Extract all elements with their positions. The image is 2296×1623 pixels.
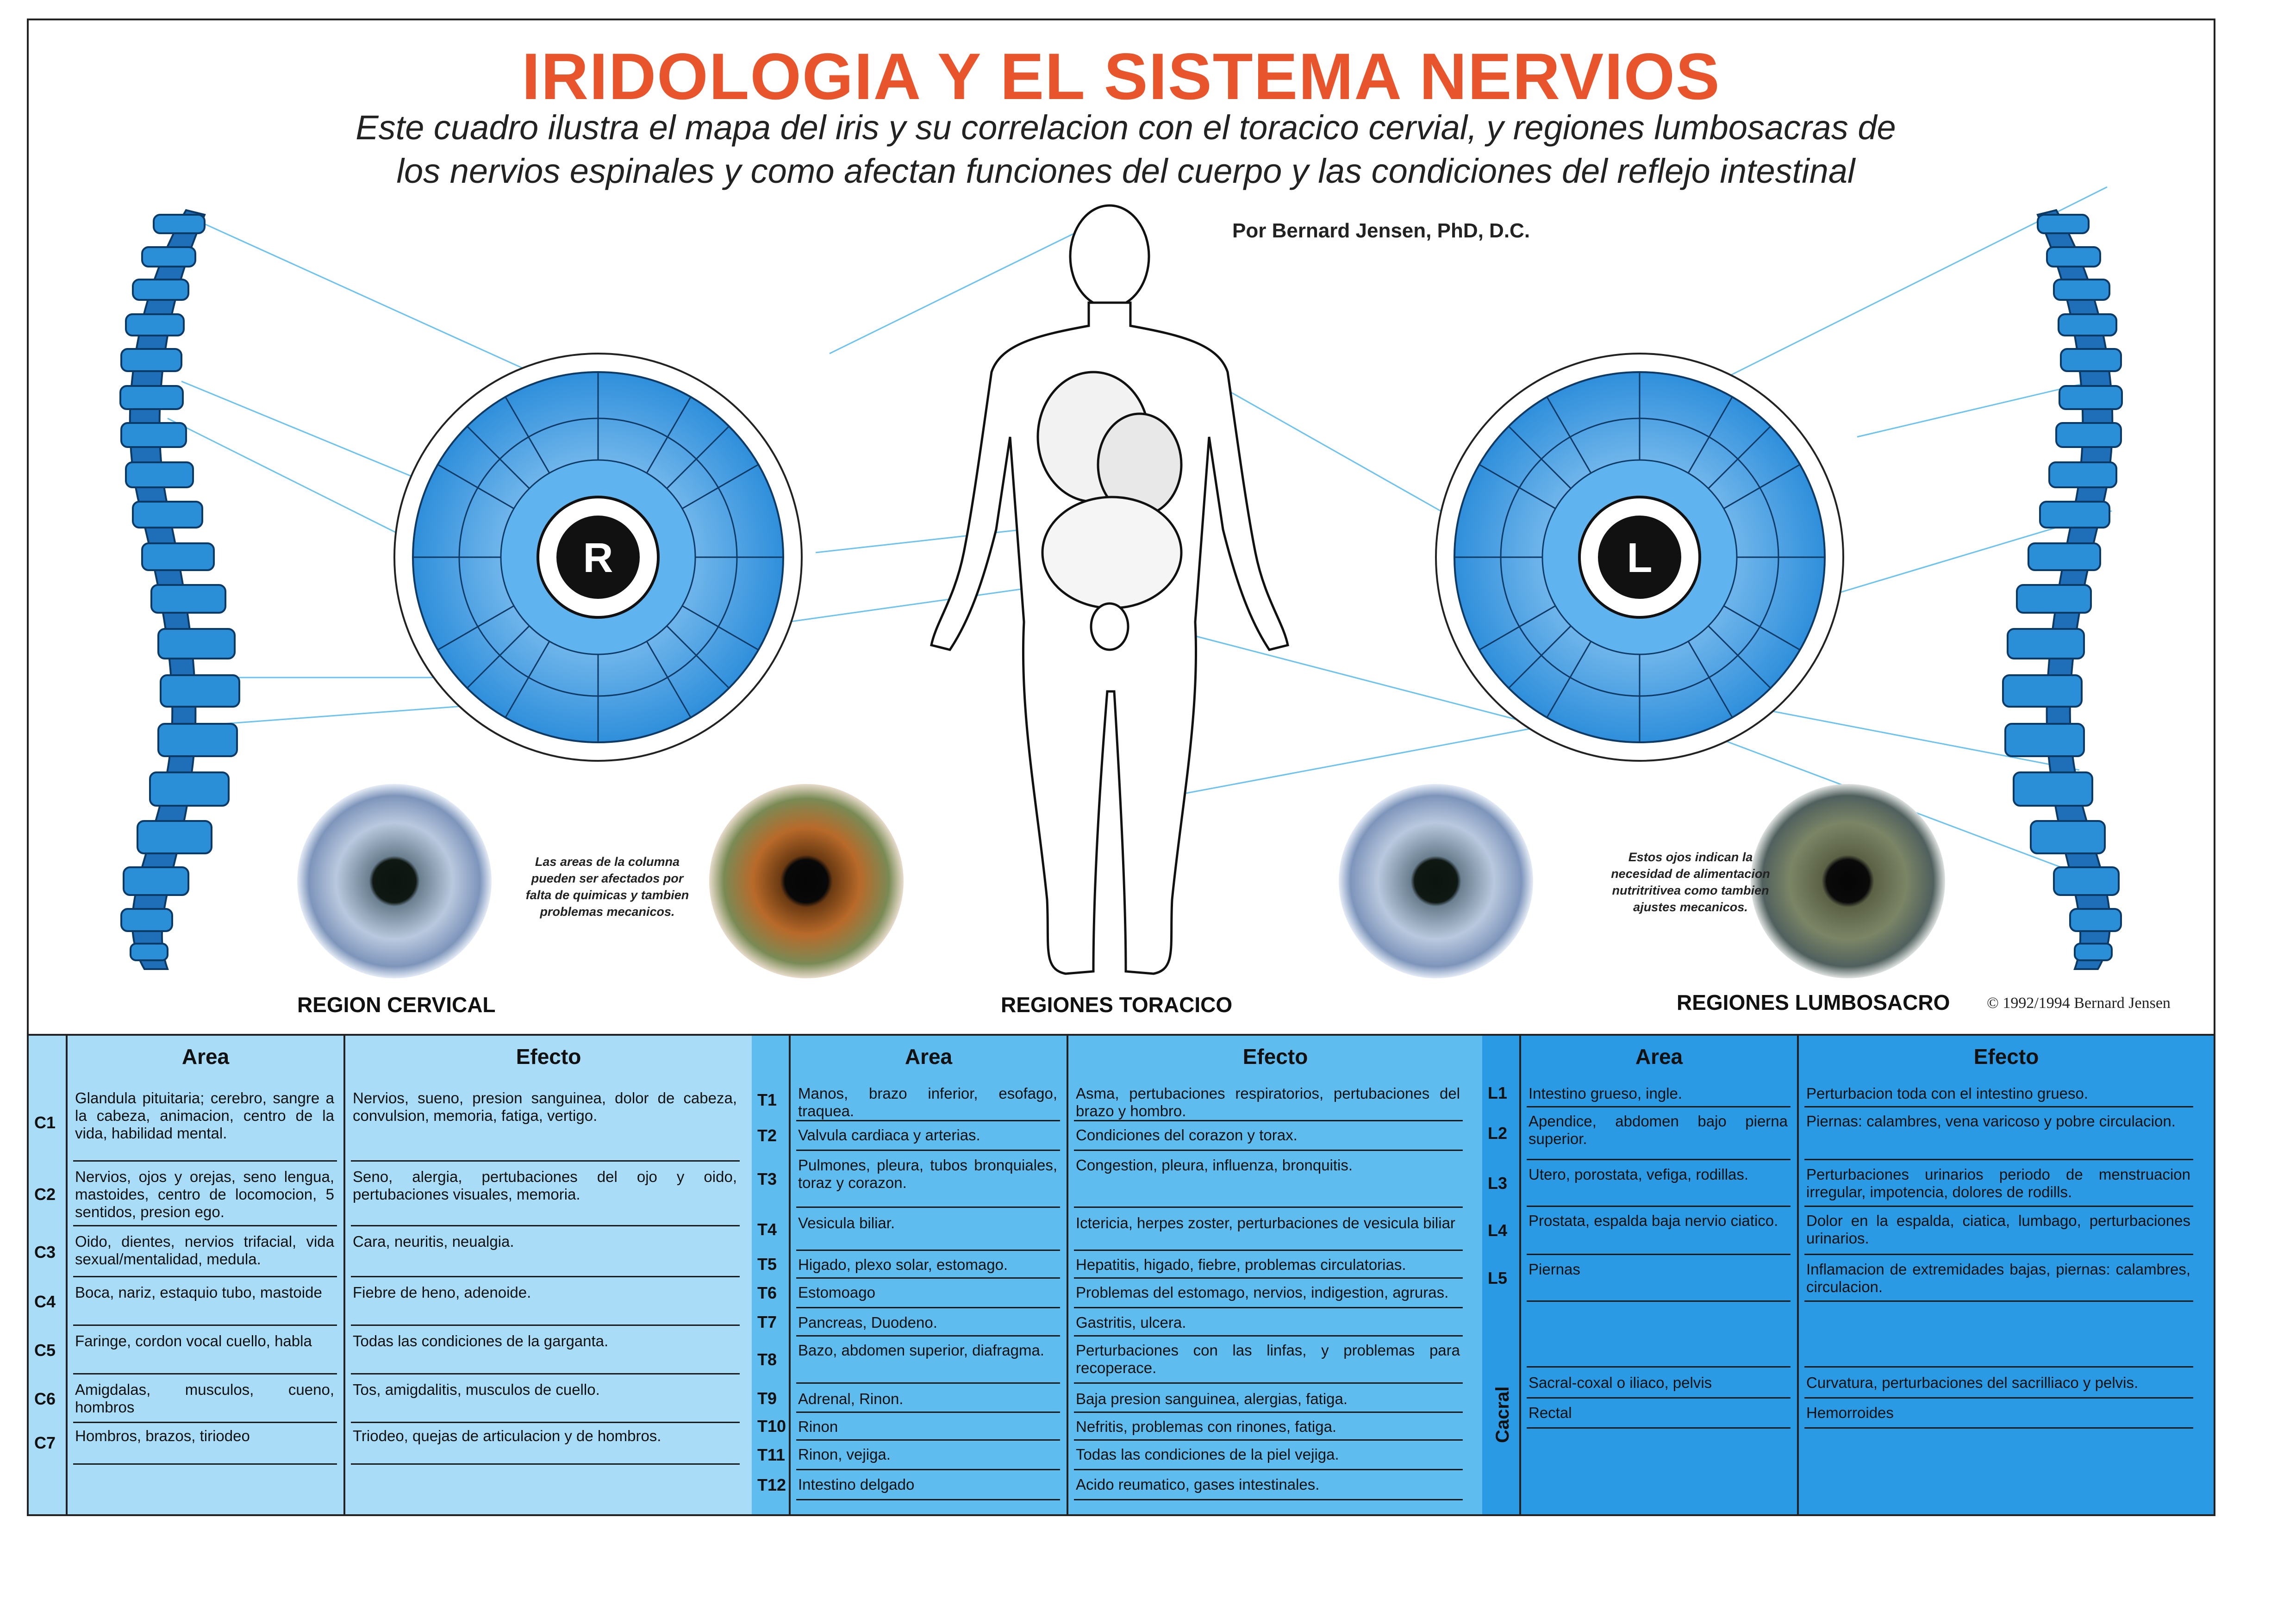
area-cell: Prostata, espalda baja nervio ciatico.: [1529, 1212, 1778, 1229]
segment-code: T6: [757, 1283, 777, 1302]
note-ojos: Estos ojos indican la necesidad de alimentacion nutritritivea como tambien ajustes mecanicos.: [1611, 850, 1770, 914]
eye-photo-blue-2: [1339, 784, 1533, 978]
row-divider: [796, 1335, 1060, 1337]
area-cell: Intestino delgado: [798, 1476, 915, 1493]
cacral-label: Cacral: [1492, 1386, 1513, 1443]
row-divider: [1527, 1427, 1791, 1429]
segment-code: L4: [1488, 1221, 1508, 1240]
row-divider: [796, 1412, 1060, 1413]
efecto-cell: Baja presion sanguinea, alergias, fatiga.: [1076, 1390, 1348, 1407]
row-divider: [1074, 1250, 1463, 1251]
author-credit: Por Bernard Jensen, PhD, D.C.: [1232, 219, 1530, 242]
area-cell: Pancreas, Duodeno.: [798, 1314, 937, 1331]
area-cell: Oido, dientes, nervios trifacial, vida sexual/mentalidad, medula.: [75, 1233, 334, 1268]
row-divider: [1527, 1254, 1791, 1255]
table-cervical: [29, 1036, 754, 1516]
segment-code: C3: [34, 1242, 56, 1262]
row-divider: [351, 1373, 740, 1374]
row-divider: [73, 1160, 337, 1162]
row-divider: [1527, 1300, 1791, 1302]
efecto-cell: Seno, alergia, pertubaciones del ojo y oido, pertubaciones visuales, memoria.: [353, 1168, 737, 1203]
row-divider: [73, 1463, 337, 1465]
segment-code: T2: [757, 1126, 777, 1145]
row-divider: [1804, 1206, 2193, 1207]
area-cell: Sacral-coxal o iliaco, pelvis: [1529, 1374, 1712, 1391]
row-divider: [1527, 1159, 1791, 1160]
row-divider: [351, 1160, 740, 1162]
table-lumbosacro-area-header: Area: [1635, 1045, 1683, 1069]
row-divider: [1804, 1397, 2193, 1399]
row-divider: [796, 1206, 1060, 1208]
eye-photo-blue-1: [297, 784, 492, 978]
segment-code: T7: [757, 1312, 777, 1331]
region-label-cervical: REGION CERVICAL: [297, 993, 496, 1017]
row-divider: [1074, 1206, 1463, 1208]
area-cell: Bazo, abdomen superior, diafragma.: [798, 1342, 1044, 1359]
copyright: © 1992/1994 Bernard Jensen: [1987, 995, 2171, 1012]
area-cell: Utero, porostata, vefiga, rodillas.: [1529, 1166, 1749, 1183]
efecto-cell: Dolor en la espalda, ciatica, lumbago, perturbaciones urinarios.: [1806, 1212, 2190, 1247]
area-cell: Boca, nariz, estaquio tubo, mastoide: [75, 1284, 322, 1301]
area-cell: Nervios, ojos y orejas, seno lengua, mastoides, centro de locomocion, 5 sentidos, presion ego.: [75, 1168, 334, 1220]
row-divider: [351, 1422, 740, 1423]
row-divider: [73, 1422, 337, 1423]
row-divider: [1804, 1106, 2193, 1107]
region-label-lumbosacro: REGIONES LUMBOSACRO: [1677, 990, 1950, 1014]
efecto-cell: Perturbaciones con las linfas, y problemas para recoperace.: [1076, 1342, 1460, 1376]
subtitle-line-2: los nervios espinales y como afectan funciones del cuerpo y las condiciones del reflejo intestinal: [396, 152, 1855, 190]
area-cell: Hombros, brazos, tiriodeo: [75, 1427, 250, 1444]
row-divider: [73, 1373, 337, 1374]
table-toracico: [752, 1036, 1484, 1516]
row-divider: [73, 1225, 337, 1226]
area-cell: Rinon: [798, 1418, 838, 1435]
efecto-cell: Hemorroides: [1806, 1404, 1894, 1421]
segment-code: T5: [757, 1255, 777, 1274]
subtitle-line-1: Este cuadro ilustra el mapa del iris y su correlacion con el toracico cervial, y regiones lumbosacras de: [356, 108, 1896, 147]
row-divider: [1804, 1254, 2193, 1255]
efecto-cell: Todas las condiciones de la garganta.: [353, 1332, 609, 1349]
segment-code: C6: [34, 1389, 56, 1408]
table-cervical-efecto-header: Efecto: [516, 1045, 581, 1069]
segment-code: C1: [34, 1113, 56, 1132]
row-divider: [1074, 1499, 1463, 1500]
segment-code: L1: [1488, 1083, 1508, 1102]
chart-sheet: [27, 19, 2215, 1516]
area-cell: Rinon, vejiga.: [798, 1446, 891, 1463]
area-cell: Faringe, cordon vocal cuello, habla: [75, 1332, 312, 1349]
row-divider: [796, 1382, 1060, 1384]
row-divider: [351, 1325, 740, 1326]
efecto-cell: Asma, pertubaciones respiratorios, pertubaciones del brazo y hombro.: [1076, 1085, 1460, 1119]
human-body-figure: [931, 205, 1288, 974]
row-divider: [1527, 1206, 1791, 1207]
table-toracico-area-header: Area: [905, 1045, 953, 1069]
row-divider: [796, 1250, 1060, 1251]
efecto-cell: Congestion, pleura, influenza, bronquitis.: [1076, 1157, 1353, 1174]
row-divider: [73, 1276, 337, 1277]
area-cell: Vesicula biliar.: [798, 1214, 895, 1231]
row-divider: [1527, 1366, 1791, 1368]
segment-code: T8: [757, 1350, 777, 1369]
segment-code: T9: [757, 1389, 777, 1408]
table-lumbosacro: [1482, 1036, 2214, 1516]
row-divider: [1804, 1159, 2193, 1160]
row-divider: [796, 1499, 1060, 1500]
row-divider: [1804, 1300, 2193, 1302]
row-divider: [73, 1325, 337, 1326]
efecto-cell: Cara, neuritis, neualgia.: [353, 1233, 514, 1250]
row-divider: [1527, 1397, 1791, 1399]
efecto-cell: Hepatitis, higado, fiebre, problemas circulatorias.: [1076, 1256, 1406, 1273]
note-columna: Las areas de la columna pueden ser afectados por falta de quimicas y tambien problemas mecanicos.: [525, 855, 689, 919]
area-cell: Manos, brazo inferior, esofago, traquea.: [798, 1085, 1057, 1119]
segment-code: T1: [757, 1090, 777, 1109]
row-divider: [1074, 1439, 1463, 1441]
efecto-cell: Condiciones del corazon y torax.: [1076, 1126, 1298, 1144]
efecto-cell: Nervios, sueno, presion sanguinea, dolor de cabeza, convulsion, memoria, fatiga, vertigo.: [353, 1089, 737, 1124]
segment-code: C4: [34, 1292, 56, 1311]
efecto-cell: Acido reumatico, gases intestinales.: [1076, 1476, 1320, 1493]
row-divider: [796, 1150, 1060, 1151]
area-cell: Glandula pituitaria; cerebro, sangre a la cabeza, animacion, centro de la vida, habilidad mental.: [75, 1089, 334, 1142]
row-divider: [1074, 1120, 1463, 1121]
row-divider: [1074, 1150, 1463, 1151]
row-divider: [796, 1277, 1060, 1279]
row-divider: [1074, 1382, 1463, 1384]
iris-chart-right: [394, 354, 802, 761]
row-divider: [796, 1307, 1060, 1308]
efecto-cell: Ictericia, herpes zoster, perturbaciones de vesicula biliar: [1076, 1214, 1455, 1231]
row-divider: [1074, 1469, 1463, 1470]
area-cell: Intestino grueso, ingle.: [1529, 1085, 1683, 1102]
segment-code: T4: [757, 1220, 777, 1239]
row-divider: [1804, 1427, 2193, 1429]
eye-photo-grey: [1751, 784, 1945, 978]
iris-chart-left: [1436, 354, 1843, 761]
area-cell: Estomoago: [798, 1284, 875, 1301]
iris-right-letter: R: [583, 535, 613, 581]
page-title: IRIDOLOGIA Y EL SISTEMA NERVIOS: [522, 40, 1721, 113]
efecto-cell: Problemas del estomago, nervios, indigestion, agruras.: [1076, 1284, 1449, 1301]
segment-code: C7: [34, 1433, 56, 1452]
row-divider: [796, 1469, 1060, 1470]
row-divider: [1804, 1366, 2193, 1368]
efecto-cell: Triodeo, quejas de articulacion y de hombros.: [353, 1427, 661, 1444]
efecto-cell: Todas las condiciones de la piel vejiga.: [1076, 1446, 1339, 1463]
efecto-cell: Piernas: calambres, vena varicoso y pobre circulacion.: [1806, 1113, 2176, 1130]
efecto-cell: Fiebre de heno, adenoide.: [353, 1284, 531, 1301]
region-label-toracico: REGIONES TORACICO: [1001, 993, 1233, 1017]
table-toracico-efecto-header: Efecto: [1242, 1045, 1308, 1069]
table-cervical-area-header: Area: [181, 1045, 230, 1069]
row-divider: [1074, 1307, 1463, 1308]
segment-code: T10: [757, 1417, 786, 1436]
area-cell: Rectal: [1529, 1404, 1572, 1421]
row-divider: [796, 1439, 1060, 1441]
row-divider: [351, 1276, 740, 1277]
row-divider: [1074, 1277, 1463, 1279]
segment-code: T11: [757, 1445, 786, 1464]
segment-code: C5: [34, 1341, 56, 1360]
efecto-cell: Perturbacion toda con el intestino grueso.: [1806, 1085, 2089, 1102]
efecto-cell: Curvatura, perturbaciones del sacrilliaco y pelvis.: [1806, 1374, 2139, 1391]
nerve-tables: [29, 1034, 2214, 1516]
area-cell: Valvula cardiaca y arterias.: [798, 1126, 980, 1144]
row-divider: [1074, 1335, 1463, 1337]
row-divider: [1074, 1412, 1463, 1413]
segment-code: C2: [34, 1184, 56, 1204]
area-cell: Piernas: [1529, 1261, 1580, 1278]
table-lumbosacro-efecto-header: Efecto: [1973, 1045, 2039, 1069]
efecto-cell: Inflamacion de extremidades bajas, piernas: calambres, circulacion.: [1806, 1261, 2190, 1295]
row-divider: [796, 1120, 1060, 1121]
area-cell: Higado, plexo solar, estomago.: [798, 1256, 1008, 1273]
row-divider: [1527, 1106, 1791, 1107]
row-divider: [351, 1463, 740, 1465]
segment-code: L5: [1488, 1269, 1508, 1287]
area-cell: Amigdalas, musculos, cueno, hombros: [75, 1381, 334, 1416]
right-spine: [2003, 210, 2122, 969]
efecto-cell: Nefritis, problemas con rinones, fatiga.: [1076, 1418, 1337, 1435]
row-divider: [351, 1225, 740, 1226]
iris-left-letter: L: [1627, 535, 1653, 581]
efecto-cell: Gastritis, ulcera.: [1076, 1314, 1186, 1331]
page-subtitle: [205, 106, 2047, 193]
segment-code: T12: [757, 1475, 786, 1494]
efecto-cell: Perturbaciones urinarios periodo de menstruacion irregular, impotencia, dolores de rodills.: [1806, 1166, 2190, 1200]
segment-code: T3: [757, 1169, 777, 1188]
eye-photo-brown: [709, 784, 904, 978]
efecto-cell: Tos, amigdalitis, musculos de cuello.: [353, 1381, 600, 1398]
area-cell: Apendice, abdomen bajo pierna superior.: [1529, 1113, 1788, 1147]
area-cell: Pulmones, pleura, tubos bronquiales, toraz y corazon.: [798, 1157, 1057, 1191]
area-cell: Adrenal, Rinon.: [798, 1390, 904, 1407]
segment-code: L2: [1488, 1124, 1508, 1143]
left-spine: [120, 210, 239, 969]
segment-code: L3: [1488, 1174, 1508, 1193]
